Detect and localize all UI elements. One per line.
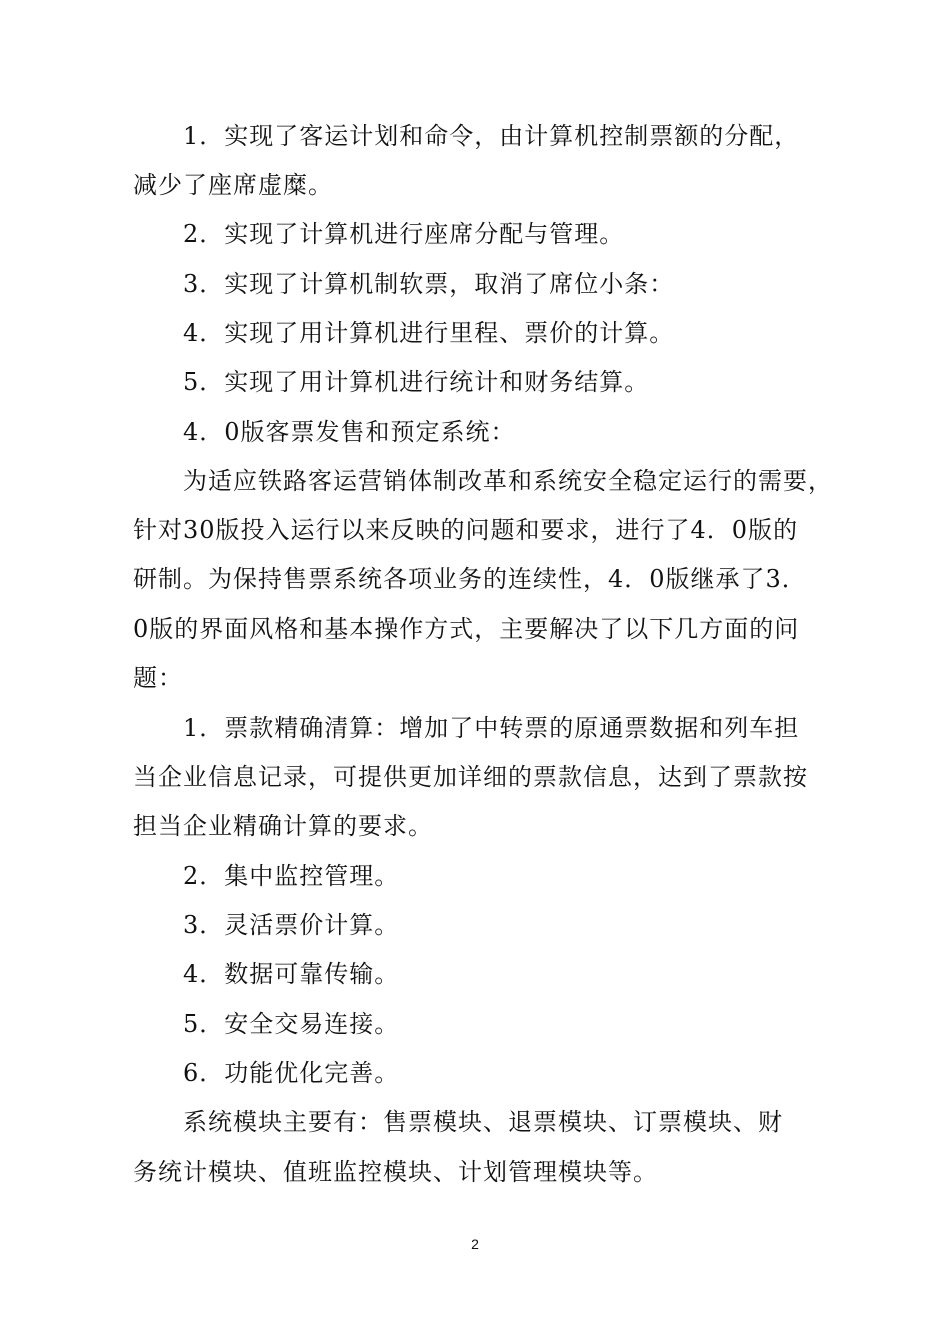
paragraph-line: 3．实现了计算机制软票，取消了席位小条：: [183, 270, 675, 298]
paragraph-line: 5．实现了用计算机进行统计和财务结算。: [183, 368, 650, 396]
paragraph-line: 务统计模块、值班监控模块、计划管理模块等。: [133, 1158, 658, 1186]
paragraph-line: 当企业信息记录，可提供更加详细的票款信息，达到了票款按: [133, 763, 808, 791]
paragraph-line: 4．数据可靠传输。: [183, 960, 400, 988]
paragraph-line: 5．安全交易连接。: [183, 1010, 400, 1038]
paragraph-line: 4．0版客票发售和预定系统：: [183, 418, 516, 446]
paragraph-line: 6．功能优化完善。: [183, 1059, 400, 1087]
paragraph-line: 针对30版投入运行以来反映的问题和要求，进行了4．0版的: [133, 516, 799, 544]
paragraph-line: 0版的界面风格和基本操作方式，主要解决了以下几方面的问: [133, 615, 800, 643]
page-number: 2: [471, 1236, 479, 1252]
paragraph-line: 1．票款精确清算：增加了中转票的原通票数据和列车担: [183, 714, 800, 742]
paragraph-line: 2．集中监控管理。: [183, 862, 400, 890]
paragraph-line: 3．灵活票价计算。: [183, 911, 400, 939]
paragraph-line: 题：: [133, 664, 183, 692]
paragraph-line: 为适应铁路客运营销体制改革和系统安全稳定运行的需要，: [183, 467, 833, 495]
paragraph-line: 研制。为保持售票系统各项业务的连续性，4．0版继承了3．: [133, 565, 807, 593]
paragraph-line: 系统模块主要有：售票模块、退票模块、订票模块、财: [183, 1108, 783, 1136]
paragraph-line: 减少了座席虚糜。: [133, 171, 333, 199]
paragraph-line: 担当企业精确计算的要求。: [133, 812, 433, 840]
paragraph-line: 1．实现了客运计划和命令，由计算机控制票额的分配，: [183, 122, 800, 150]
paragraph-line: 2．实现了计算机进行座席分配与管理。: [183, 220, 625, 248]
paragraph-line: 4．实现了用计算机进行里程、票价的计算。: [183, 319, 675, 347]
